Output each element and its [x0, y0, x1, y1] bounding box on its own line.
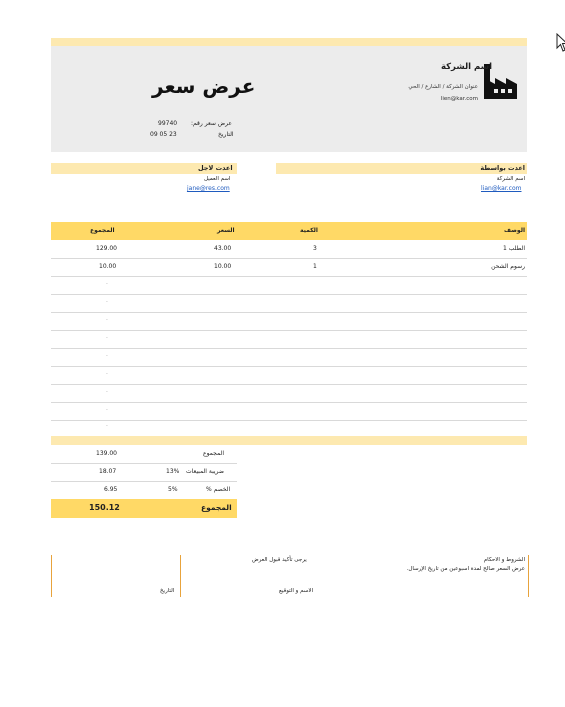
empty-cell-marker: -: [106, 299, 108, 305]
column-total: المجموع: [90, 227, 115, 234]
client-email-link[interactable]: jane@res.com: [187, 185, 230, 192]
terms-divider: [180, 555, 181, 597]
empty-cell-marker: -: [106, 317, 108, 323]
summary-accent-bar: [51, 436, 527, 445]
item-price: 43.00: [214, 245, 232, 252]
empty-cell-marker: -: [106, 335, 108, 341]
terms-text: عرض السعر صالح لمدة اسبوعين من تاريخ الإرسال.: [406, 566, 525, 572]
discount-rate: 5%: [168, 486, 178, 493]
signature-date-label: التاريخ: [160, 588, 175, 594]
subtotal-value: 139.00: [96, 450, 117, 457]
prepared-by-name: اسم الشركة: [496, 176, 525, 182]
empty-cell-marker: -: [106, 407, 108, 413]
terms-title: الشروط و الاحكام: [483, 557, 525, 563]
prepared-for-label: اعدت لاجل: [198, 164, 233, 172]
grand-total-value: 150.12: [89, 503, 120, 512]
quote-date-value: 09 05 23: [150, 131, 177, 138]
item-qty: 1: [313, 263, 317, 270]
table-row: [51, 402, 527, 421]
empty-cell-marker: -: [106, 371, 108, 377]
table-row: [51, 348, 527, 367]
company-name: اسم الشركة: [440, 62, 492, 72]
table-row: [51, 384, 527, 403]
mouse-cursor-icon: [556, 33, 565, 53]
acceptance-text: يرجى تأكيد قبول العرض: [252, 557, 307, 563]
header-accent-bar: [51, 38, 527, 46]
client-name: اسم العميل: [204, 176, 231, 182]
item-price: 10.00: [214, 263, 232, 270]
document-title: عرض سعر: [152, 74, 256, 98]
tax-rate: 13%: [166, 468, 180, 475]
company-email: lien@kar.com: [440, 96, 478, 102]
empty-cell-marker: -: [106, 353, 108, 359]
quote-date-label: التاريخ: [218, 131, 234, 138]
column-description: الوصف: [503, 227, 525, 234]
name-signature-label: الاسم و التوقيع: [279, 588, 314, 594]
quote-number-label: عرض سعر رقم:: [191, 120, 232, 127]
item-total: 10.00: [99, 263, 117, 270]
prepared-by-label: اعدت بواسطة: [480, 164, 525, 172]
grand-total-label: المجموع: [201, 503, 232, 512]
item-description: رسوم الشحن: [491, 263, 525, 270]
item-qty: 3: [313, 245, 317, 252]
company-address: عنوان الشركة / الشارع / الحي: [408, 84, 478, 90]
discount-label: الخصم %: [206, 486, 231, 493]
tax-label: ضريبة المبيعات: [186, 468, 224, 475]
table-row: [51, 312, 527, 331]
items-table-header: [51, 222, 527, 240]
tax-value: 18.07: [99, 468, 117, 475]
discount-value: 6.95: [104, 486, 118, 493]
table-row: [51, 276, 527, 295]
empty-cell-marker: -: [106, 423, 108, 429]
table-row: [51, 258, 527, 277]
item-total: 129.00: [96, 245, 117, 252]
quote-number-value: 99740: [158, 120, 178, 127]
table-row: [51, 240, 527, 259]
table-row: [51, 420, 527, 437]
prepared-by-email-link[interactable]: lian@kar.com: [481, 185, 522, 192]
table-row: [51, 294, 527, 313]
subtotal-label: المجموع: [203, 450, 224, 457]
column-price: السعر: [217, 227, 235, 234]
empty-cell-marker: -: [106, 281, 108, 287]
column-qty: الكمية: [300, 227, 318, 234]
table-row: [51, 330, 527, 349]
table-row: [51, 366, 527, 385]
empty-cell-marker: -: [106, 389, 108, 395]
item-description: الطلب 1: [502, 245, 525, 252]
